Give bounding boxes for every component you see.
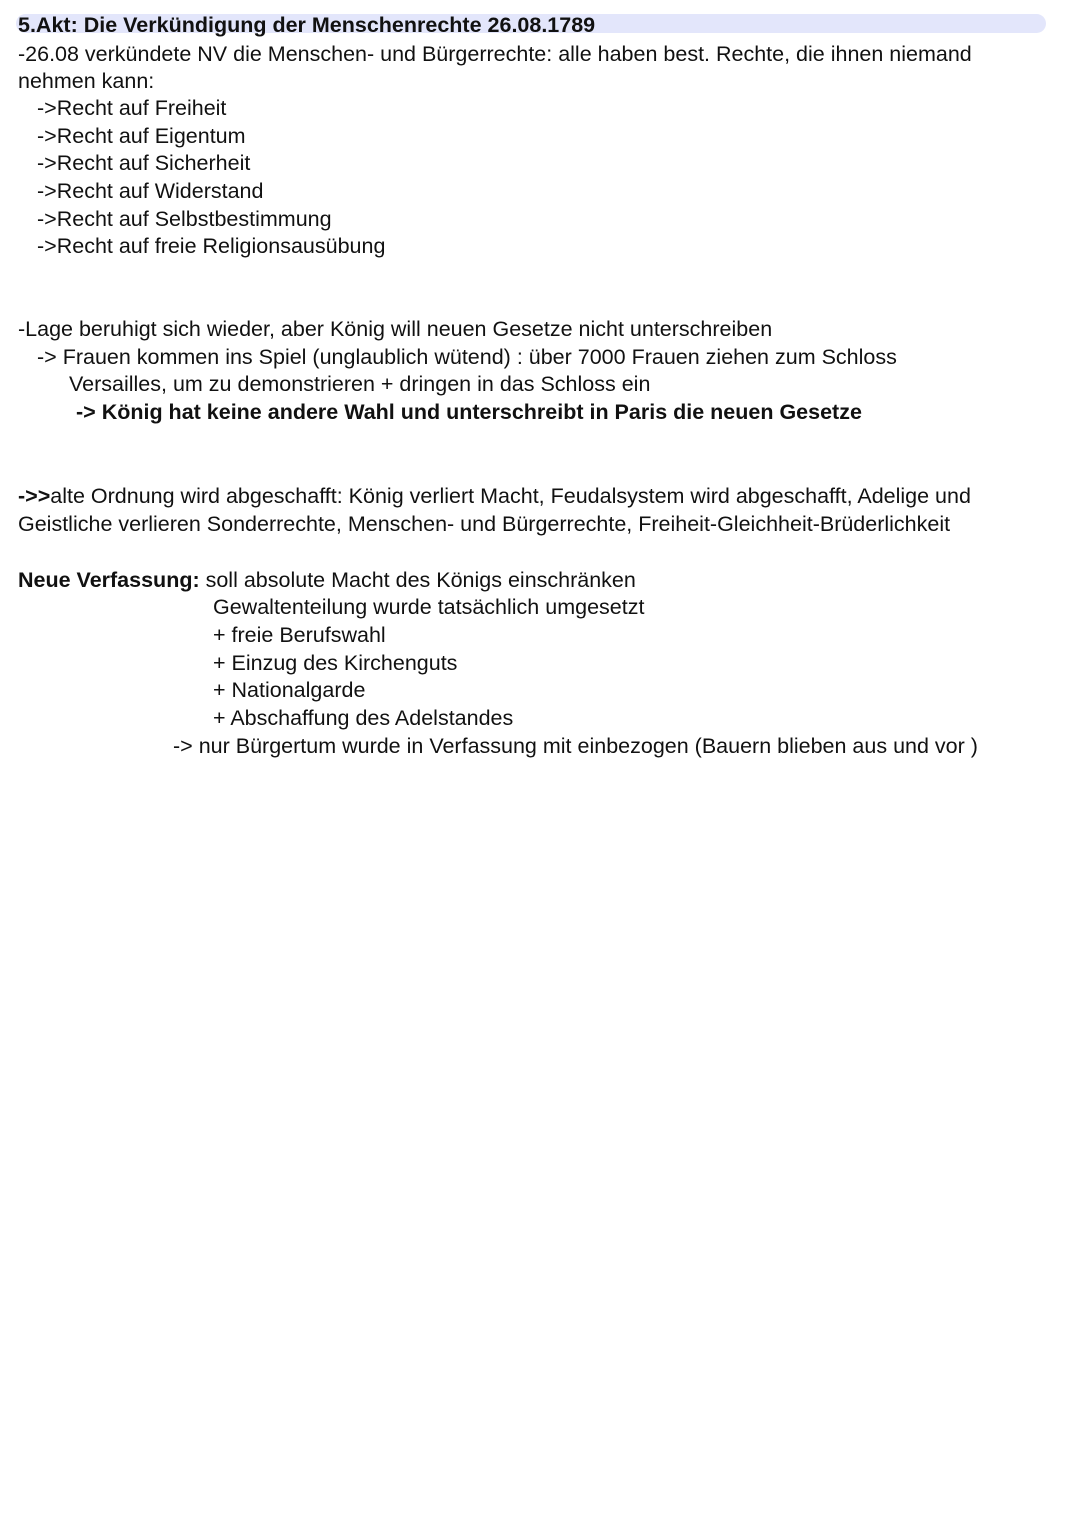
constitution-note: -> nur Bürgertum wurde in Verfassung mit einbezogen (Bauern blieben aus und vor ) xyxy=(173,734,978,758)
constitution-item: + freie Berufswahl xyxy=(213,623,386,647)
situation-line-1: -Lage beruhigt sich wieder, aber König will neuen Gesetze nicht unterschreiben xyxy=(18,317,773,341)
old-order-line-1 xyxy=(18,482,971,510)
right-resistance: ->Recht auf Widerstand xyxy=(37,179,264,203)
constitution-first: soll absolute Macht des Königs einschränken xyxy=(199,568,636,592)
right-security: ->Recht auf Sicherheit xyxy=(37,151,251,175)
constitution-item: + Nationalgarde xyxy=(213,678,366,702)
constitution-item: Gewaltenteilung wurde tatsächlich umgesetzt xyxy=(213,595,645,619)
right-religion: ->Recht auf freie Religionsausübung xyxy=(37,234,386,258)
old-order-text: alte Ordnung wird abgeschafft: König verliert Macht, Feudalsystem wird abgeschafft, Adelige und xyxy=(50,484,971,508)
situation-line-2: -> Frauen kommen ins Spiel (unglaublich wütend) : über 7000 Frauen ziehen zum Schloss xyxy=(37,345,897,369)
page-title: 5.Akt: Die Verkündigung der Menschenrechte 26.08.1789 xyxy=(18,13,596,37)
right-property: ->Recht auf Eigentum xyxy=(37,124,246,148)
old-order-arrow: ->> xyxy=(18,484,51,508)
constitution-label: Neue Verfassung: xyxy=(18,568,200,592)
situation-conclusion: -> König hat keine andere Wahl und unterschreibt in Paris die neuen Gesetze xyxy=(76,400,862,424)
constitution-line-1 xyxy=(18,566,636,594)
right-freedom: ->Recht auf Freiheit xyxy=(37,96,227,120)
situation-line-3: Versailles, um zu demonstrieren + dringen in das Schloss ein xyxy=(69,372,651,396)
constitution-item: + Abschaffung des Adelstandes xyxy=(213,706,514,730)
old-order-line-2: Geistliche verlieren Sonderrechte, Menschen- und Bürgerrechte, Freiheit-Gleichheit-Brüderlichkeit xyxy=(18,512,951,536)
right-self-determination: ->Recht auf Selbstbestimmung xyxy=(37,207,332,231)
intro-line-1: -26.08 verkündete NV die Menschen- und Bürgerrechte: alle haben best. Rechte, die ihnen niemand xyxy=(18,42,972,66)
constitution-item: + Einzug des Kirchenguts xyxy=(213,651,458,675)
intro-line-2: nehmen kann: xyxy=(18,69,155,93)
